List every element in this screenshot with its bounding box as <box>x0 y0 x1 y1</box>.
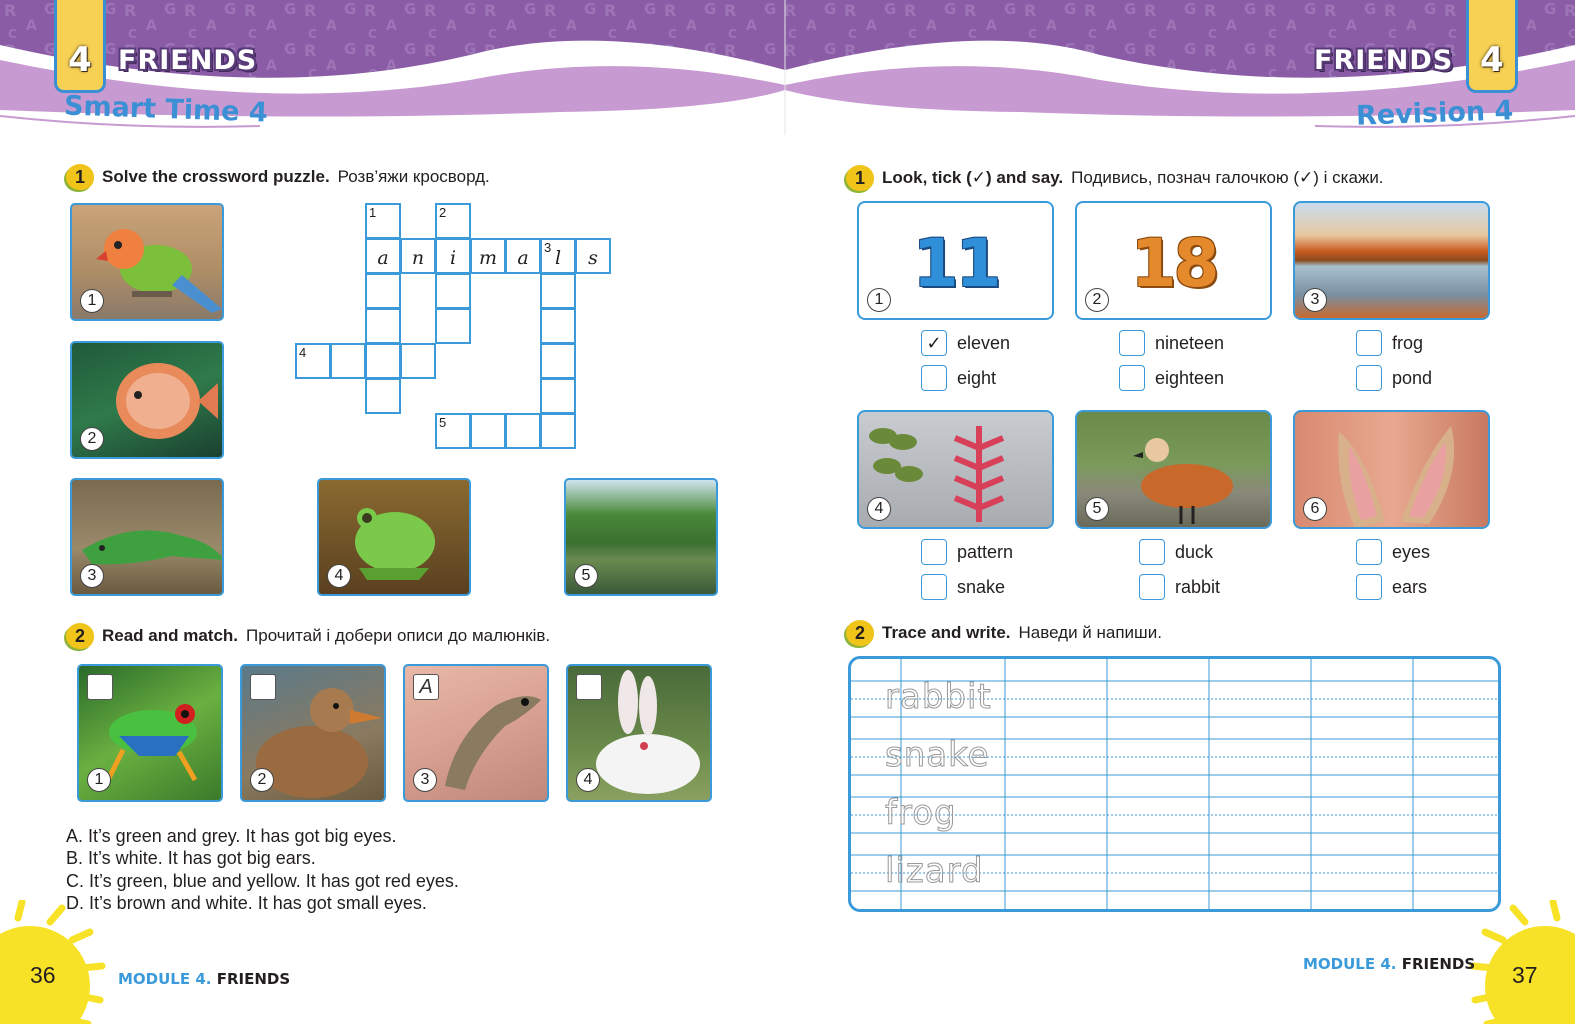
crossword-cell[interactable] <box>540 238 576 274</box>
trace-word: snake <box>885 735 990 775</box>
option-label: frog <box>1392 332 1424 353</box>
photo-gecko <box>403 664 549 802</box>
tick-checkbox[interactable] <box>1119 365 1145 391</box>
photo-number-badge: 3 <box>413 768 437 792</box>
instruction-english: Solve the crossword puzzle. <box>102 167 330 186</box>
photo-number-badge: 5 <box>574 564 598 588</box>
page-number-right: 37 <box>1512 962 1538 988</box>
option-label: pattern <box>957 541 1014 562</box>
item-number-badge: 6 <box>1303 497 1327 521</box>
exercise-1-heading-left <box>66 164 490 190</box>
unit-number-tab-left: 4 <box>54 0 106 93</box>
crossword-cell[interactable] <box>400 343 436 379</box>
crossword-cell[interactable] <box>575 238 611 274</box>
option-row <box>1119 330 1224 356</box>
option-label: duck <box>1175 541 1214 562</box>
photo-fish <box>70 341 224 459</box>
crossword-letter: a <box>377 247 389 269</box>
option-label: eighteen <box>1155 367 1225 388</box>
photo-number-badge: 1 <box>80 289 104 313</box>
photo-number-badge: 1 <box>87 768 111 792</box>
crossword-cell[interactable] <box>540 308 576 344</box>
exercise-number-badge: 1 <box>66 164 94 190</box>
tick-checkbox[interactable] <box>921 574 947 600</box>
tick-checkbox[interactable] <box>1139 574 1165 600</box>
instruction-ukrainian: Наведи й напиши. <box>1018 623 1162 642</box>
option-label: snake <box>957 576 1006 597</box>
photo-orange-duck <box>1075 410 1272 529</box>
option-row <box>1119 365 1224 391</box>
page-number-left: 36 <box>30 962 56 988</box>
instruction-english: Read and match. <box>102 626 239 645</box>
unit-title-left: FRIENDS <box>118 45 258 76</box>
option-row <box>1356 574 1427 600</box>
photo-white-rabbit <box>566 664 712 802</box>
crossword-cell[interactable] <box>330 343 366 379</box>
exercise-number-badge: 1 <box>846 165 874 191</box>
clue-number: 4 <box>299 345 307 360</box>
exercise-2-heading-right <box>846 620 1162 646</box>
crossword-letter: a <box>517 247 529 269</box>
photo-number-badge: 4 <box>327 564 351 588</box>
option-row <box>921 330 1010 356</box>
photo-rabbit-ears <box>1293 410 1490 529</box>
photo-tree-frog <box>77 664 223 802</box>
exercise-2-heading-left <box>66 623 550 649</box>
crossword-cell[interactable] <box>540 273 576 309</box>
answer-box[interactable]: A <box>413 674 439 700</box>
crossword-cell[interactable] <box>365 343 401 379</box>
crossword-cell[interactable] <box>295 343 331 379</box>
option-row <box>921 365 996 391</box>
instruction-english: Look, tick (✓) and say. <box>882 168 1064 187</box>
sentence-a: A. It’s green and grey. It has got big eyes. <box>66 826 397 846</box>
option-label: nineteen <box>1155 332 1225 353</box>
clue-number: 1 <box>369 205 377 220</box>
crossword-cell[interactable] <box>365 308 401 344</box>
photo-autumn-pond <box>1293 201 1490 320</box>
writing-grid[interactable] <box>848 656 1501 912</box>
crossword-cell[interactable] <box>435 413 471 449</box>
clue-number: 5 <box>439 415 447 430</box>
item-number-badge: 4 <box>867 497 891 521</box>
tick-checkbox[interactable] <box>1356 539 1382 565</box>
exercise-number-badge: 2 <box>66 623 94 649</box>
crossword-cell[interactable] <box>540 343 576 379</box>
exercise-1-heading-right <box>846 165 1384 191</box>
photo-frog <box>317 478 471 596</box>
footer-module-title: FRIENDS <box>1401 955 1476 973</box>
tick-checkbox[interactable] <box>921 539 947 565</box>
photo-number-badge: 2 <box>250 768 274 792</box>
crossword-cell[interactable] <box>435 203 471 239</box>
sentence-c: C. It’s green, blue and yellow. It has got red eyes. <box>66 871 459 891</box>
number-card-eighteen <box>1075 201 1272 320</box>
tick-checkbox[interactable] <box>1356 574 1382 600</box>
tick-checkbox[interactable]: ✓ <box>921 330 947 356</box>
footer-module-right <box>1303 955 1475 973</box>
trace-word: lizard <box>885 851 984 891</box>
section-title-left: Smart Time 4 <box>63 90 269 129</box>
instruction-ukrainian: Розв’яжи кросворд. <box>337 167 490 186</box>
option-row <box>1139 539 1213 565</box>
trace-word: rabbit <box>885 677 992 717</box>
photo-parrot <box>70 203 224 321</box>
option-label: eleven <box>957 332 1011 353</box>
option-row <box>921 574 1005 600</box>
crossword-cell[interactable] <box>540 378 576 414</box>
photo-number-badge: 3 <box>80 564 104 588</box>
option-row <box>1356 365 1432 391</box>
tick-checkbox[interactable] <box>921 365 947 391</box>
crossword-cell[interactable] <box>435 238 471 274</box>
unit-number-tab-right: 4 <box>1466 0 1518 93</box>
item-number-badge: 1 <box>867 288 891 312</box>
clue-number: 2 <box>439 205 447 220</box>
number-card-eleven <box>857 201 1054 320</box>
photo-number-badge: 4 <box>576 768 600 792</box>
crossword-cell[interactable] <box>365 203 401 239</box>
photo-duck <box>240 664 386 802</box>
crossword-letter: s <box>588 247 598 269</box>
tick-checkbox[interactable] <box>1119 330 1145 356</box>
sentence-d: D. It’s brown and white. It has got small eyes. <box>66 893 427 913</box>
item-number-badge: 3 <box>1303 288 1327 312</box>
exercise-number-badge: 2 <box>846 620 874 646</box>
option-label: pond <box>1392 367 1433 388</box>
answer-box[interactable] <box>250 674 276 700</box>
sentence-b: B. It’s white. It has got big ears. <box>66 848 316 868</box>
option-label: eyes <box>1392 541 1431 562</box>
section-title-right: Revision 4 <box>1355 95 1514 132</box>
photo-pattern <box>857 410 1054 529</box>
crossword-cell[interactable] <box>470 238 506 274</box>
tick-checkbox[interactable] <box>1356 365 1382 391</box>
crossword-cell[interactable] <box>435 273 471 309</box>
answer-box[interactable] <box>87 674 113 700</box>
answer-box[interactable] <box>576 674 602 700</box>
photo-number-badge: 2 <box>80 427 104 451</box>
option-label: rabbit <box>1175 576 1221 597</box>
crossword-cell[interactable] <box>435 308 471 344</box>
item-number-badge: 2 <box>1085 288 1109 312</box>
footer-module-label: MODULE 4. <box>118 970 212 988</box>
crossword-letter: l <box>554 247 562 269</box>
unit-title-right: FRIENDS <box>1314 45 1454 76</box>
photo-lizard <box>70 478 224 596</box>
footer-module-label: MODULE 4. <box>1303 955 1397 973</box>
crossword-letter: i <box>449 247 457 269</box>
photo-pond <box>564 478 718 596</box>
option-row <box>921 539 1013 565</box>
tick-checkbox[interactable] <box>1139 539 1165 565</box>
crossword-cell[interactable] <box>400 238 436 274</box>
item-number-badge: 5 <box>1085 497 1109 521</box>
crossword-cell[interactable] <box>470 413 506 449</box>
crossword-cell[interactable] <box>505 413 541 449</box>
big-number: 18 <box>1130 225 1217 302</box>
crossword-cell[interactable] <box>540 413 576 449</box>
crossword-cell[interactable] <box>365 238 401 274</box>
crossword-letter: n <box>411 247 425 269</box>
instruction-english: Trace and write. <box>882 623 1011 642</box>
option-label: ears <box>1392 576 1428 597</box>
big-number: 11 <box>912 225 999 302</box>
footer-module-title: FRIENDS <box>216 970 291 988</box>
footer-module-left <box>118 970 290 988</box>
crossword-cell[interactable] <box>505 238 541 274</box>
trace-word: frog <box>885 793 957 833</box>
instruction-ukrainian: Подивись, познач галочкою (✓) і скажи. <box>1071 168 1384 187</box>
crossword-letter: m <box>478 247 498 269</box>
option-row <box>1356 330 1423 356</box>
crossword-cell[interactable] <box>365 273 401 309</box>
tick-checkbox[interactable] <box>1356 330 1382 356</box>
instruction-ukrainian: Прочитай і добери описи до малюнків. <box>246 626 551 645</box>
option-row <box>1356 539 1430 565</box>
crossword-cell[interactable] <box>365 378 401 414</box>
clue-number: 3 <box>544 240 552 255</box>
option-row <box>1139 574 1220 600</box>
option-label: eight <box>957 367 997 388</box>
